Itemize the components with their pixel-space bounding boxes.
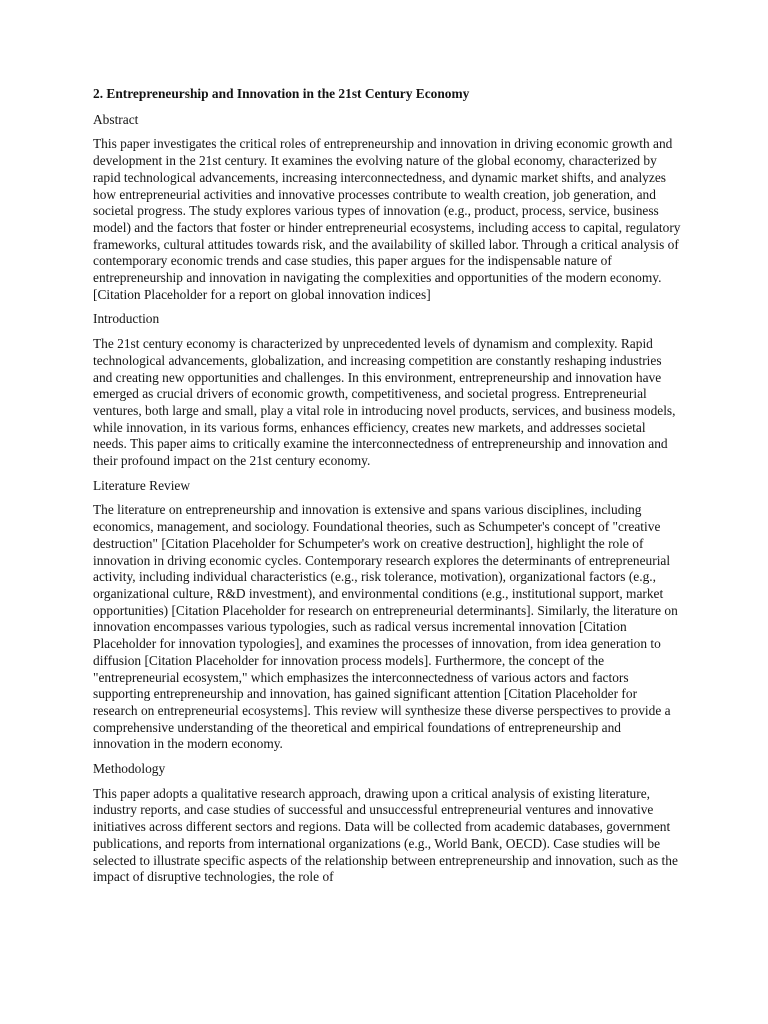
document-title: 2. Entrepreneurship and Innovation in the 21st Century Economy [93,86,470,101]
section-heading-methodology: Methodology [93,761,166,777]
section-text-introduction: The 21st century economy is characterized by unprecedented levels of dynamism and complexity. Rapid technological advancements, globalization, and increasing competition are constantly reshaping industries and creating new opportunities and challenges. In this environment, entrepreneurship and innovation have emerged as crucial drivers of economic growth, competitiveness, and societal progress. Entrepreneurial ventures, both large and small, play a vital role in introducing novel products, services, and business models, while innovation, in its various forms, enhances efficiency, creates new markets, and addresses societal needs. This paper aims to critically examine the interconnectedness of entrepreneurship and innovation and their profound impact on the 21st century economy. [93,336,676,469]
section-heading-introduction: Introduction [93,311,160,327]
section-text-literature-review: The literature on entrepreneurship and innovation is extensive and spans various disciplines, including economics, management, and sociology. Foundational theories, such as Schumpeter's concept of "creative destruction" [Citation Placeholder for Schumpeter's work on creative destruction], highlight the role of innovation in driving economic cycles. Contemporary research explores the determinants of entrepreneurial activity, including individual characteristics (e.g., risk tolerance, motivation), organizational factors (e.g., organizational culture, R&D investment), and environmental conditions (e.g., institutional support, market opportunities) [Citation Placeholder for research on entrepreneurial determinants]. Similarly, the literature on innovation encompasses various typologies, such as radical versus incremental innovation [Citation Placeholder for innovation typologies], and examines the processes of innovation, from idea generation to diffusion [Citation Placeholder for innovation process models]. Furthermore, the concept of the "entrepreneurial ecosystem," which emphasizes the interconnectedness of various actors and factors supporting entrepreneurship and innovation, has gained significant attention [Citation Placeholder for research on entrepreneurial ecosystems]. This review will synthesize these diverse perspectives to provide a comprehensive understanding of the theoretical and empirical foundations of entrepreneurship and innovation in the modern economy. [93,502,678,752]
section-heading-abstract: Abstract [93,111,139,127]
document-page [93,86,681,894]
section-heading-literature-review: Literature Review [93,477,191,493]
section-text-methodology: This paper adopts a qualitative research approach, drawing upon a critical analysis of existing literature, industry reports, and case studies of successful and unsuccessful entrepreneurial ventures and innovative initiatives across different sectors and regions. Data will be collected from academic databases, government publications, and reports from international organizations (e.g., World Bank, OECD). Case studies will be selected to illustrate specific aspects of the relationship between entrepreneurship and innovation, such as the impact of disruptive technologies, the role of [93,785,678,885]
section-text-abstract: This paper investigates the critical roles of entrepreneurship and innovation in driving economic growth and development in the 21st century. It examines the evolving nature of the global economy, characterized by rapid technological advancements, increasing interconnectedness, and dynamic market shifts, and analyzes how entrepreneurial activities and innovative processes contribute to wealth creation, job generation, and societal progress. The study explores various types of innovation (e.g., product, process, service, business model) and the factors that foster or hinder entrepreneurial ecosystems, including access to capital, regulatory frameworks, cultural attitudes towards risk, and the availability of skilled labor. Through a critical analysis of contemporary economic trends and case studies, this paper argues for the indispensable nature of entrepreneurship and innovation in navigating the complexities and opportunities of the modern economy. [Citation Placeholder for a report on global innovation indices] [93,136,681,302]
